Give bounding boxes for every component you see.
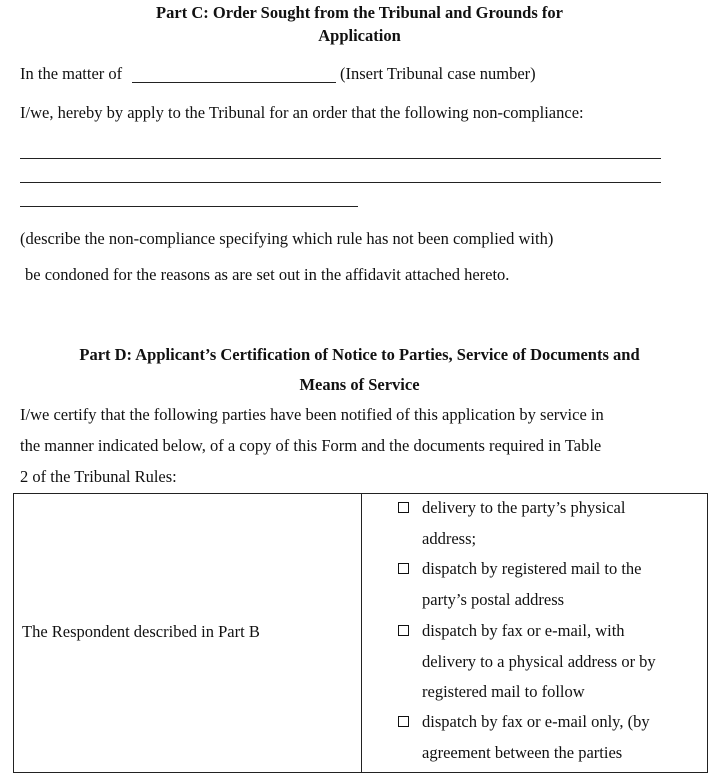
part-c-title-line2: Application [318, 26, 401, 45]
noncompliance-line-1[interactable] [20, 158, 661, 159]
option-3-line-1: dispatch by fax or e-mail, with [422, 621, 625, 640]
delivery-physical-checkbox[interactable] [398, 502, 409, 513]
option-3-line-3: registered mail to follow [422, 682, 585, 701]
fax-email-with-followup-checkbox[interactable] [398, 625, 409, 636]
apply-statement: I/we, hereby by apply to the Tribunal for an order that the following non-compliance: [20, 103, 584, 122]
option-4-line-1: dispatch by fax or e-mail only, (by [422, 712, 650, 731]
certify-line-2: the manner indicated below, of a copy of this Form and the documents required in Table [20, 436, 602, 455]
noncompliance-line-3[interactable] [20, 206, 358, 207]
part-d-title-line2: Means of Service [299, 375, 420, 394]
certify-line-3: 2 of the Tribunal Rules: [20, 467, 177, 486]
option-2-line-1: dispatch by registered mail to the [422, 559, 642, 578]
noncompliance-line-2[interactable] [20, 182, 661, 183]
option-3-line-2: delivery to a physical address or by [422, 652, 656, 671]
option-4-line-2: agreement between the parties [422, 743, 623, 762]
option-2-line-2: party’s postal address [422, 590, 565, 609]
certify-line-1: I/we certify that the following parties have been notified of this application by service in [20, 405, 604, 424]
table-column-divider [361, 494, 362, 772]
matter-label: In the matter of [20, 64, 123, 83]
fax-email-only-checkbox[interactable] [398, 716, 409, 727]
party-cell: The Respondent described in Part B [22, 622, 260, 641]
condoned-statement: be condoned for the reasons as are set out in the affidavit attached hereto. [25, 265, 510, 284]
describe-instruction: (describe the non-compliance specifying which rule has not been complied with) [20, 229, 554, 248]
service-table [13, 493, 708, 773]
case-number-field[interactable] [132, 82, 336, 83]
part-c-title-line1: Part C: Order Sought from the Tribunal and Grounds for [156, 3, 563, 22]
part-d-title-line1: Part D: Applicant’s Certification of Notice to Parties, Service of Documents and [79, 345, 640, 364]
registered-mail-checkbox[interactable] [398, 563, 409, 574]
option-1-line-1: delivery to the party’s physical [422, 498, 626, 517]
matter-hint: (Insert Tribunal case number) [340, 64, 536, 83]
option-1-line-2: address; [422, 529, 477, 548]
